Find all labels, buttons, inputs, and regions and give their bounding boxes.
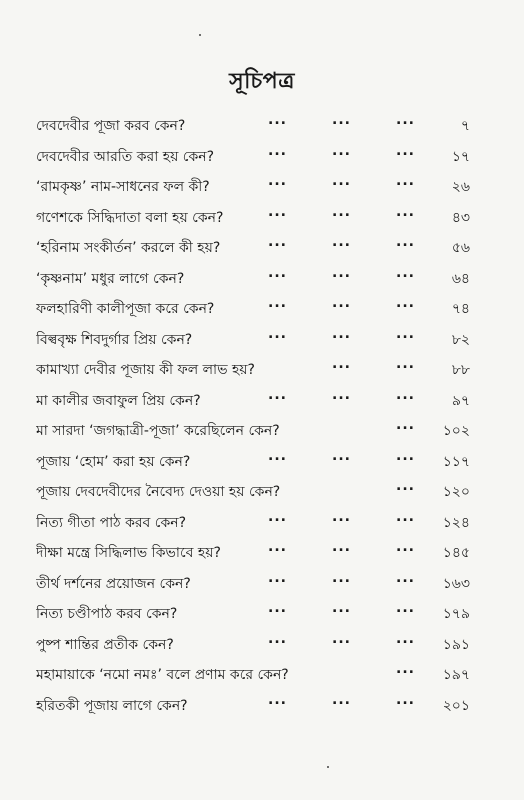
toc-entry[interactable]	[36, 110, 470, 141]
toc-leader-dots: ...	[396, 112, 415, 128]
toc-page-number: ১৭	[451, 148, 470, 165]
toc-entry[interactable]	[36, 141, 470, 172]
toc-leader-dots: ...	[332, 234, 351, 250]
toc-entry[interactable]	[36, 202, 470, 233]
toc-leader-dots: ...	[268, 447, 287, 464]
toc-entry[interactable]	[36, 263, 470, 294]
toc-leader-dots: ...	[332, 295, 351, 311]
toc-leader-dots: ...	[396, 203, 415, 220]
toc-entry-title: ‘হরিনাম সংকীর্তন’ করলে কী হয়?	[36, 240, 221, 256]
toc-page-number: ৮২	[451, 331, 470, 348]
toc-leader-dots: ...	[332, 325, 351, 342]
toc-leader-dots: ...	[332, 386, 351, 403]
toc-leader-dots: ...	[396, 569, 415, 586]
toc-leader-dots: ...	[332, 600, 351, 616]
toc-entry[interactable]	[36, 354, 470, 385]
toc-leader-dots: ...	[396, 539, 415, 555]
toc-leader-dots: ...	[396, 417, 415, 433]
toc-leader-dots: ...	[268, 234, 287, 250]
toc-entry[interactable]	[36, 507, 470, 538]
toc-leader-dots: ...	[268, 569, 287, 586]
toc-leader-dots: ...	[396, 691, 415, 708]
toc-page-number: ৯৭	[451, 392, 470, 409]
toc-entry[interactable]	[36, 690, 470, 721]
toc-entry-title: হরিতকী পূজায় লাগে কেন?	[36, 697, 188, 714]
toc-entry-title: দীক্ষা মন্ত্রে সিদ্ধিলাভ কিভাবে হয়?	[36, 545, 221, 561]
toc-leader-dots: ...	[268, 600, 287, 616]
toc-page-number: ২৬	[451, 179, 470, 195]
table-of-contents	[36, 110, 470, 720]
toc-entry-title: দেবদেবীর পূজা করব কেন?	[36, 118, 186, 134]
toc-leader-dots: ...	[332, 508, 351, 525]
toc-entry-title: বিল্ববৃক্ষ শিবদুর্গার প্রিয় কেন?	[36, 331, 193, 348]
toc-leader-dots: ...	[268, 325, 287, 342]
toc-entry-title: ‘রামকৃষ্ণ’ নাম-সাধনের ফল কী?	[36, 179, 210, 195]
toc-leader-dots: ...	[396, 356, 415, 372]
toc-leader-dots: ...	[332, 447, 351, 464]
toc-page-number: ৪৩	[451, 209, 470, 226]
toc-entry[interactable]	[36, 232, 470, 263]
toc-leader-dots: ...	[268, 508, 287, 525]
toc-entry-title: মা কালীর জবাফুল প্রিয় কেন?	[36, 392, 201, 409]
toc-leader-dots: ...	[396, 661, 415, 677]
toc-leader-dots: ...	[332, 539, 351, 555]
toc-entry[interactable]	[36, 629, 470, 660]
toc-entry-title: নিত্য চণ্ডীপাঠ করব কেন?	[36, 606, 178, 622]
toc-entry[interactable]	[36, 415, 470, 446]
toc-leader-dots: ...	[268, 386, 287, 403]
toc-page-number: ৫৬	[451, 240, 470, 256]
toc-page-number: ৬৪	[451, 270, 470, 287]
toc-leader-dots: ...	[268, 142, 287, 159]
toc-page-number: ১২৪	[442, 514, 470, 531]
toc-entry[interactable]	[36, 446, 470, 477]
toc-entry-title: মহামায়াকে ‘নমো নমঃ’ বলে প্রণাম করে কেন?	[36, 667, 289, 683]
toc-page-number: ৮৮	[451, 362, 470, 378]
toc-entry[interactable]	[36, 324, 470, 355]
toc-entry[interactable]	[36, 568, 470, 599]
toc-leader-dots: ...	[396, 295, 415, 311]
toc-leader-dots: ...	[332, 264, 351, 281]
toc-leader-dots: ...	[396, 142, 415, 159]
toc-entry-title: কামাখ্যা দেবীর পূজায় কী ফল লাভ হয়?	[36, 362, 255, 378]
toc-leader-dots: ...	[268, 691, 287, 708]
toc-page-number: ১২০	[442, 484, 470, 500]
toc-leader-dots: ...	[268, 295, 287, 311]
toc-entry-title: পূজায় ‘হোম’ করা হয় কেন?	[36, 453, 191, 470]
toc-entry[interactable]	[36, 659, 470, 690]
toc-entry-title: দেবদেবীর আরতি করা হয় কেন?	[36, 148, 215, 165]
toc-leader-dots: ...	[332, 142, 351, 159]
toc-leader-dots: ...	[332, 173, 351, 189]
toc-leader-dots: ...	[332, 569, 351, 586]
toc-entry[interactable]	[36, 293, 470, 324]
toc-leader-dots: ...	[396, 478, 415, 494]
toc-entry-title: ফলহারিণী কালীপূজা করে কেন?	[36, 301, 215, 317]
toc-leader-dots: ...	[268, 264, 287, 281]
toc-entry-title: ‘কৃষ্ণনাম’ মধুর লাগে কেন?	[36, 270, 185, 287]
toc-leader-dots: ...	[268, 630, 287, 647]
toc-entry[interactable]	[36, 476, 470, 507]
toc-leader-dots: ...	[396, 264, 415, 281]
toc-page-number: ১০২	[442, 423, 470, 439]
toc-leader-dots: ...	[396, 234, 415, 250]
toc-leader-dots: ...	[332, 356, 351, 372]
toc-entry[interactable]	[36, 171, 470, 202]
toc-entry-title: পুষ্প শান্তির প্রতীক কেন?	[36, 636, 174, 653]
toc-entry[interactable]	[36, 598, 470, 629]
toc-entry-title: মা সারদা ‘জগদ্ধাত্রী-পূজা’ করেছিলেন কেন?	[36, 423, 280, 439]
page-title: সূচিপত্র	[229, 69, 295, 94]
toc-leader-dots: ...	[332, 203, 351, 220]
toc-page-number: ১১৭	[442, 453, 470, 470]
toc-page-number: ১৯৭	[442, 667, 470, 683]
toc-leader-dots: ...	[268, 203, 287, 220]
toc-page-number: ১৪৫	[442, 545, 470, 561]
toc-leader-dots: ...	[396, 600, 415, 616]
toc-page-number: ৭	[460, 118, 470, 134]
page-speck	[327, 766, 329, 768]
toc-leader-dots: ...	[396, 508, 415, 525]
toc-leader-dots: ...	[332, 112, 351, 128]
toc-page-number: ১৬৩	[442, 575, 470, 592]
toc-leader-dots: ...	[268, 539, 287, 555]
toc-entry[interactable]	[36, 385, 470, 416]
toc-entry-title: তীর্থ দর্শনের প্রয়োজন কেন?	[36, 575, 191, 592]
toc-page-number: ১৭৯	[442, 606, 470, 622]
toc-leader-dots: ...	[268, 173, 287, 189]
toc-leader-dots: ...	[396, 325, 415, 342]
toc-entry-title: পূজায় দেবদেবীদের নৈবেদ্য দেওয়া হয় কেন?	[36, 484, 281, 500]
toc-leader-dots: ...	[396, 630, 415, 647]
page-speck	[199, 34, 201, 36]
toc-entry-title: গণেশকে সিদ্ধিদাতা বলা হয় কেন?	[36, 209, 224, 226]
toc-leader-dots: ...	[396, 447, 415, 464]
toc-entry-title: নিত্য গীতা পাঠ করব কেন?	[36, 514, 187, 531]
toc-leader-dots: ...	[332, 691, 351, 708]
toc-page-number: ২০১	[442, 697, 470, 714]
toc-leader-dots: ...	[332, 630, 351, 647]
toc-leader-dots: ...	[396, 386, 415, 403]
toc-page-number: ১৯১	[442, 636, 470, 653]
toc-leader-dots: ...	[396, 173, 415, 189]
toc-leader-dots: ...	[268, 112, 287, 128]
toc-entry[interactable]	[36, 537, 470, 568]
toc-page-number: ৭৪	[451, 301, 470, 317]
